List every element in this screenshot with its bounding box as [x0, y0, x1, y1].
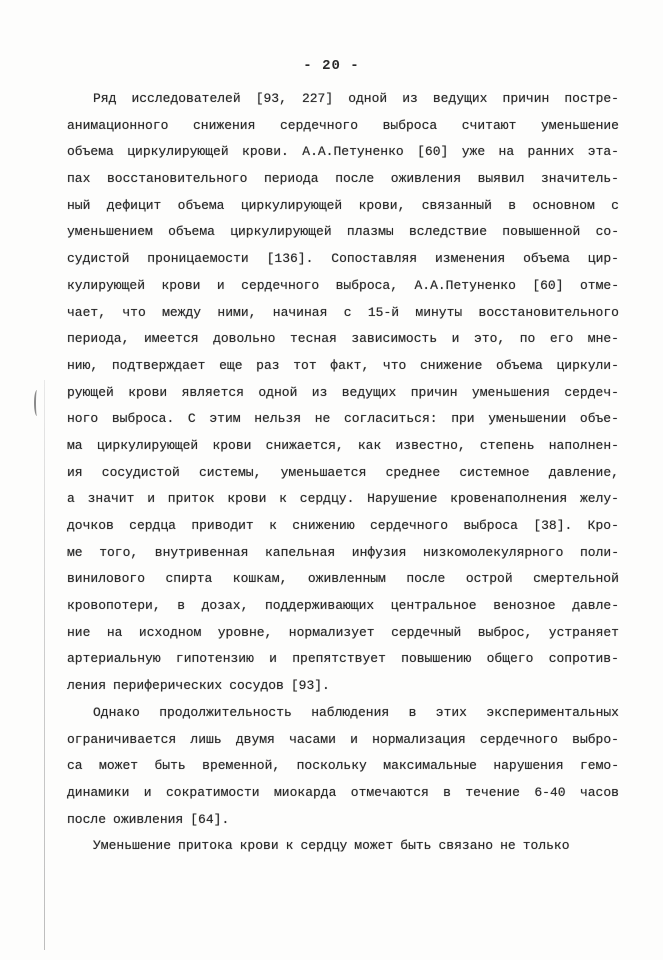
text-line: ма циркулирующей крови снижается, как известно, степень наполнен- [67, 437, 619, 453]
text-line: судистой проницаемости [136]. Сопоставляя изменения объема цир- [67, 251, 619, 267]
text-line: рующей крови является одной из ведущих причин уменьшения сердеч- [67, 384, 619, 400]
text-line: са может быть временной, поскольку максимальные нарушения гемо- [67, 758, 619, 774]
text-line: уменьшением объема циркулирующей плазмы вследствие повышенной со- [67, 224, 619, 240]
text-line: ме того, внутривенная капельная инфузия низкомолекулярного поли- [67, 544, 619, 560]
paragraph [67, 86, 619, 700]
text-line: а значит и приток крови к сердцу. Нарушение кровенаполнения желу- [67, 491, 619, 507]
text-line: чает, что между ними, начиная с 15-й минуты восстановительного [67, 304, 619, 320]
text-line: Уменьшение притока крови к сердцу может быть связано не только [93, 838, 570, 854]
text-line: ления периферических сосудов [93]. [67, 678, 330, 694]
text-line: винилового спирта кошкам, оживленным после острой смертельной [67, 571, 619, 587]
text-line: анимационного снижения сердечного выброса считают уменьшение [67, 117, 619, 133]
text-line: объема циркулирующей крови. А.А.Петуненко [60] уже на ранних эта- [67, 144, 619, 160]
text-line: ного выброса. С этим нельзя не согласиться: при уменьшении объе- [67, 411, 619, 427]
page-number: - 20 - [303, 58, 360, 74]
body-text [67, 86, 619, 860]
text-line: пах восстановительного периода после оживления выявил значитель- [67, 171, 619, 187]
text-line: ограничивается лишь двумя часами и нормализация сердечного выбро- [67, 731, 619, 747]
paragraph [67, 833, 619, 860]
text-line: кровопотери, в дозах, поддерживающих центральное венозное давле- [67, 598, 619, 614]
text-line: нию, подтверждает еще раз тот факт, что снижение объема циркули- [67, 357, 619, 373]
text-line: Однако продолжительность наблюдения в этих экспериментальных [93, 704, 619, 720]
text-line: Ряд исследователей [93, 227] одной из ведущих причин постре- [93, 91, 619, 106]
text-line: ние на исходном уровне, нормализует сердечный выброс, устраняет [67, 624, 619, 640]
text-line: артериальную гипотензию и препятствует повышению общего сопротив- [67, 651, 619, 667]
text-line: ный дефицит объема циркулирующей крови, связанный в основном с [67, 197, 619, 213]
text-line: дочков сердца приводит к снижению сердечного выброса [38]. Кро- [67, 518, 619, 533]
text-line: кулирующей крови и сердечного выброса, А.А.Петуненко [60] отме- [67, 277, 619, 293]
text-line: периода, имеется довольно тесная зависимость и это, по его мне- [67, 331, 619, 347]
binding-mark [34, 390, 40, 416]
page-binding-edge [44, 380, 45, 950]
text-line: после оживления [64]. [67, 811, 230, 827]
text-line: ия сосудистой системы, уменьшается среднее системное давление, [67, 464, 619, 480]
text-line: динамики и сократимости миокарда отмечаются в течение 6-40 часов [67, 784, 619, 800]
paragraph [67, 700, 619, 833]
